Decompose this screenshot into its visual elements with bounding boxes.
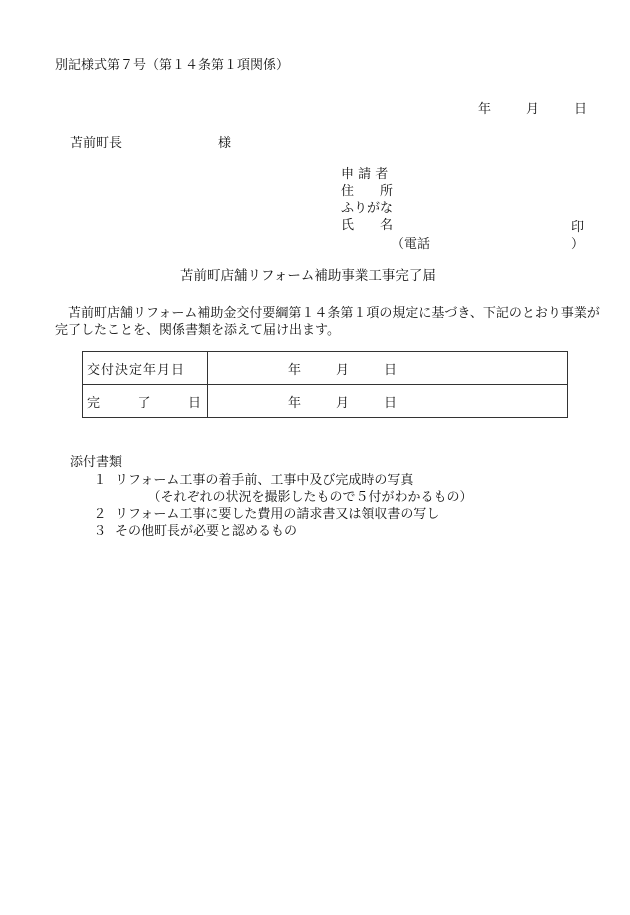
seal-mark: 印 xyxy=(571,220,585,235)
furigana-label: ふりがな xyxy=(341,201,394,216)
label-char: 完 xyxy=(87,395,101,411)
label-char: 日 xyxy=(187,395,201,411)
date-month: 月 xyxy=(526,102,540,117)
item-text: リフォーム工事に要した費用の請求書又は領収書の写し xyxy=(115,507,440,522)
item-text: （それぞれの状況を撮影したもので５付がわかるもの） xyxy=(115,490,473,505)
address-label: 住 所 xyxy=(341,184,394,199)
day-label: 日 xyxy=(384,362,398,378)
year-label: 年 xyxy=(288,362,302,378)
completion-table xyxy=(82,351,568,418)
year-label: 年 xyxy=(288,395,302,411)
grant-decision-date-label: 交付決定年月日 xyxy=(83,352,208,385)
attachments-list xyxy=(85,472,473,540)
list-item xyxy=(85,489,473,506)
list-item xyxy=(85,472,473,489)
day-label: 日 xyxy=(384,395,398,411)
grant-decision-date-value xyxy=(208,352,568,385)
list-item xyxy=(85,506,473,523)
label-char: 了 xyxy=(137,395,151,411)
table-row xyxy=(83,385,568,418)
item-number: １ xyxy=(93,473,107,488)
date-year: 年 xyxy=(478,102,492,117)
addressee-honorific: 様 xyxy=(218,136,232,151)
submission-date xyxy=(478,102,587,118)
phone-label: （電話 xyxy=(391,237,431,252)
addressee xyxy=(70,136,231,152)
applicant-block xyxy=(341,166,393,234)
item-text: リフォーム工事の着手前、工事中及び完成時の写真 xyxy=(115,473,414,488)
item-number: ２ xyxy=(93,507,107,522)
phone-close-paren: ） xyxy=(571,237,585,252)
item-text: その他町長が必要と認めるもの xyxy=(115,524,298,539)
item-number: ３ xyxy=(93,524,107,539)
list-item xyxy=(85,523,473,540)
body-text: 苫前町店舗リフォーム補助金交付要綱第１４条第１項の規定に基づき、下記のとおり事業が完了したことを、関係書類を添えて届け出ます。 xyxy=(55,306,600,338)
applicant-heading: 申 請 者 xyxy=(341,167,389,182)
completion-date-value xyxy=(208,385,568,418)
document-title: 苫前町店舗リフォーム補助事業工事完了届 xyxy=(180,268,436,284)
form-number: 別記様式第７号（第１４条第１項関係） xyxy=(55,58,290,73)
addressee-name: 苫前町長 xyxy=(70,136,123,151)
table-row xyxy=(83,352,568,385)
completion-date-label xyxy=(83,385,208,418)
name-label: 氏 名 xyxy=(341,218,394,233)
date-day: 日 xyxy=(574,102,588,117)
month-label: 月 xyxy=(336,395,350,411)
attachments-title: 添付書類 xyxy=(70,455,123,470)
month-label: 月 xyxy=(336,362,350,378)
